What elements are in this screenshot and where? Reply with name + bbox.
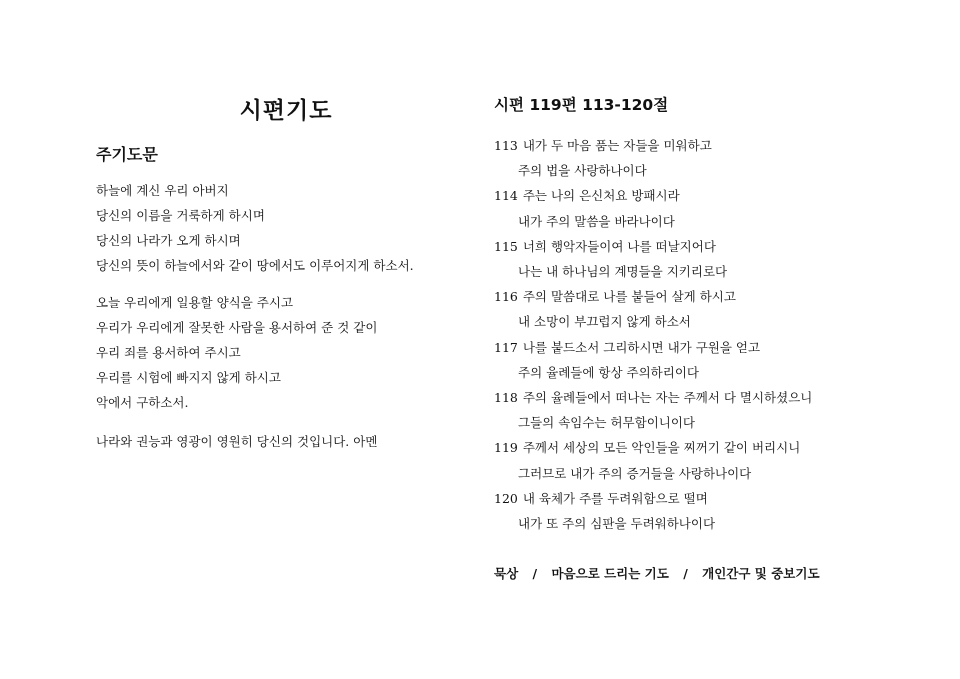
verse-text: 주의 말씀대로 나를 붙들어 살게 하시고 <box>522 289 736 305</box>
prayer-stanza-2 <box>96 290 476 415</box>
verse-line-continued: 내가 또 주의 심판을 두려워하나이다 <box>518 516 716 532</box>
verse-number: 113 <box>494 138 518 153</box>
verse-text: 주는 나의 은신처요 방패시라 <box>522 188 680 204</box>
verse-line <box>494 385 934 410</box>
verse-text: 내가 두 마음 품는 자들을 미워하고 <box>522 138 712 153</box>
prayer-line: 나라와 권능과 영광이 영원히 당신의 것입니다. 아멘 <box>96 434 378 449</box>
prayer-line: 우리 죄를 용서하여 주시고 <box>96 345 241 360</box>
page-title: 시편기도 <box>239 98 333 124</box>
verse-line <box>494 133 934 158</box>
verse-number: 118 <box>494 390 518 406</box>
step-meditation: 묵상 <box>494 566 519 581</box>
verse-line-continued: 내가 주의 말씀을 바라나이다 <box>518 213 675 229</box>
prayer-line: 악에서 구하소서. <box>96 395 189 410</box>
prayer-line: 오늘 우리에게 일용할 양식을 주시고 <box>96 295 294 310</box>
prayer-line: 우리가 우리에게 잘못한 사람을 용서하여 준 것 같이 <box>96 320 378 335</box>
verse-number: 120 <box>494 490 518 506</box>
verse-text: 주의 율례들에서 떠나는 자는 주께서 다 멸시하셨으니 <box>522 390 813 406</box>
verse-number: 119 <box>494 440 518 456</box>
separator: / <box>683 566 688 581</box>
prayer-stanza-1 <box>96 178 476 278</box>
verse-text: 나를 붙드소서 그리하시면 내가 구원을 얻고 <box>522 339 761 355</box>
verse-line <box>494 183 934 208</box>
section-title-lords-prayer: 주기도문 <box>96 145 158 164</box>
verse-text: 주께서 세상의 모든 악인들을 찌꺼기 같이 버리시니 <box>522 440 801 456</box>
verse-line <box>494 486 934 511</box>
prayer-line: 당신의 나라가 오게 하시며 <box>96 233 241 248</box>
verse-line <box>494 435 934 460</box>
verse-line-continued: 그들의 속임수는 허무함이니이다 <box>518 415 695 431</box>
verse-line-continued: 그러므로 내가 주의 증거들을 사랑하나이다 <box>518 465 752 481</box>
verse-line <box>494 284 934 309</box>
verse-line <box>494 335 934 360</box>
prayer-line: 당신의 이름을 거룩하게 하시며 <box>96 208 265 223</box>
prayer-line: 하늘에 계신 우리 아버지 <box>96 183 229 198</box>
prayer-line: 당신의 뜻이 하늘에서와 같이 땅에서도 이루어지게 하소서. <box>96 258 414 273</box>
verse-line-continued: 내 소망이 부끄럽지 않게 하소서 <box>518 314 691 330</box>
separator: / <box>532 566 538 581</box>
verse-number: 116 <box>494 289 518 305</box>
verse-text: 너희 행악자들이여 나를 떠날지어다 <box>522 238 716 254</box>
verse-text: 내 육체가 주를 두려워함으로 떨며 <box>522 490 708 506</box>
psalm-reference-title: 시편 119편 113-120절 <box>494 96 669 114</box>
verse-number: 114 <box>494 188 518 204</box>
psalm-verses <box>494 133 934 536</box>
verse-line-continued: 주의 법을 사랑하나이다 <box>518 163 647 179</box>
prayer-stanza-3 <box>96 429 476 454</box>
prayer-line: 우리를 시험에 빠지지 않게 하시고 <box>96 370 281 385</box>
verse-number: 117 <box>494 339 518 355</box>
verse-number: 115 <box>494 238 518 254</box>
step-heart-prayer: 마음으로 드리는 기도 <box>551 566 669 581</box>
step-intercession: 개인간구 및 중보기도 <box>702 566 820 581</box>
verse-line-continued: 주의 율례들에 항상 주의하리이다 <box>518 364 699 380</box>
prayer-steps-footer <box>494 564 820 582</box>
verse-line-continued: 나는 내 하나님의 계명들을 지키리로다 <box>518 264 728 280</box>
verse-line <box>494 234 934 259</box>
